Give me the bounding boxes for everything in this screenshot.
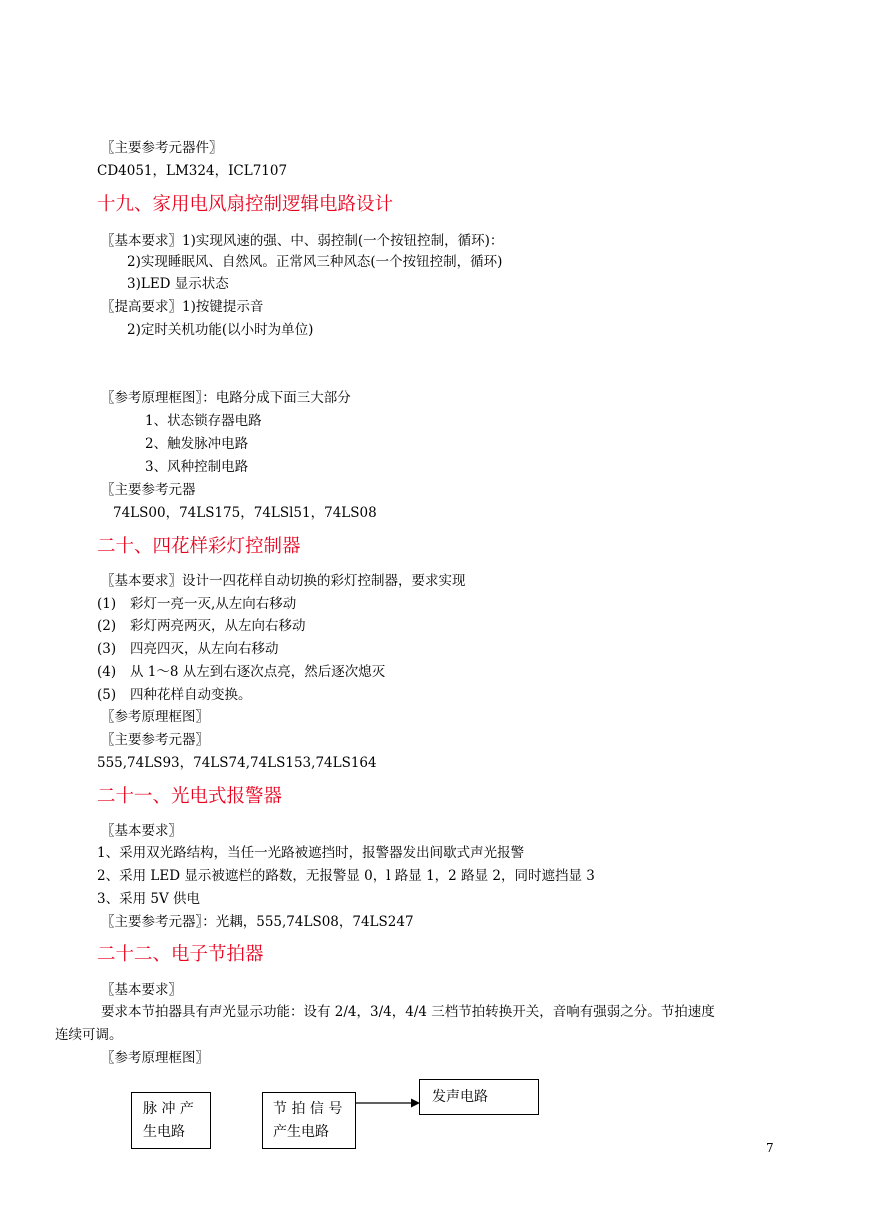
part-item: 1、状态锁存器电路: [145, 413, 262, 429]
list-item-number: (2): [97, 618, 117, 634]
basic-requirement-line: 2)实现睡眠风、自然风。正常风三种风态(一个按钮控制，循环): [127, 254, 503, 270]
beat-signal-block: [262, 1092, 356, 1149]
part-item: 3、风种控制电路: [145, 459, 249, 475]
list-item-number: (1): [97, 596, 117, 612]
section-heading-19: 十九、家用电风扇控制逻辑电路设计: [97, 194, 394, 215]
description-line: 连续可调。: [55, 1027, 123, 1043]
list-item-number: (3): [97, 641, 117, 657]
list-item: 四亮四灭，从左向右移动: [130, 641, 279, 657]
requirement-line: 2、采用 LED 显示被遮栏的路数，无报警显 0，l 路显 1，2 路显 2，同时遮挡显 3: [97, 868, 595, 884]
block-label: 发声电路: [432, 1089, 488, 1105]
diagram-title: 〖参考原理框图〗: [101, 1050, 209, 1066]
components-title: 〖主要参考元器: [101, 482, 196, 498]
advanced-requirement-line: 2)定时关机功能(以小时为单位): [127, 322, 314, 338]
block-label: 生电路: [143, 1124, 185, 1140]
components-list: CD4051，LM324，ICL7107: [97, 163, 288, 179]
list-item-number: (5): [97, 687, 117, 703]
page-number: 7: [766, 1141, 774, 1155]
basic-requirements: 〖基本要求〗: [101, 823, 182, 839]
basic-requirements: 〖基本要求〗: [101, 982, 182, 998]
list-item: 从 1～8 从左到右逐次点亮，然后逐次熄灭: [130, 664, 386, 680]
block-label: 节 拍 信 号: [273, 1101, 343, 1117]
part-item: 2、触发脉冲电路: [145, 436, 249, 452]
list-item: 四种花样自动变换。: [130, 687, 252, 703]
section-heading-20: 二十、四花样彩灯控制器: [97, 536, 301, 557]
block-label: 脉 冲 产: [143, 1101, 194, 1117]
components-title: 〖主要参考元器〗: [101, 732, 209, 748]
basic-requirements: 〖基本要求〗1)实现风速的强、中、弱控制(一个按钮控制，循环)：: [101, 233, 504, 249]
list-item: 彩灯一亮一灭,从左向右移动: [130, 596, 297, 612]
components-list: 555,74LS93，74LS74,74LS153,74LS164: [97, 755, 377, 771]
requirement-line: 3、采用 5V 供电: [97, 891, 201, 907]
components-list: 〖主要参考元器〗：光耦，555,74LS08，74LS247: [101, 914, 414, 930]
components-title: 〖主要参考元器件〗: [101, 140, 223, 156]
requirement-line: 1、采用双光路结构，当任一光路被遮挡时，报警器发出间歇式声光报警: [97, 845, 525, 861]
section-heading-21: 二十一、光电式报警器: [97, 786, 283, 807]
components-list: 74LS00，74LS175，74LSl51，74LS08: [113, 505, 377, 521]
arrow-connector: [356, 1096, 422, 1110]
basic-requirements: 〖基本要求〗设计一四花样自动切换的彩灯控制器，要求实现: [101, 573, 466, 589]
list-item: 彩灯两亮两灭，从左向右移动: [130, 618, 306, 634]
block-label: 产生电路: [273, 1124, 329, 1140]
sound-circuit-block: [419, 1079, 539, 1115]
advanced-requirements: 〖提高要求〗1)按键提示音: [101, 299, 264, 315]
list-item-number: (4): [97, 664, 117, 680]
section-heading-22: 二十二、电子节拍器: [97, 944, 264, 965]
diagram-title: 〖参考原理框图〗：电路分成下面三大部分: [101, 390, 351, 406]
description-line: 要求本节拍器具有声光显示功能：设有 2/4，3/4，4/4 三档节拍转换开关，音响有强弱之分。节拍速度: [101, 1004, 715, 1020]
pulse-generator-block: [131, 1092, 211, 1149]
diagram-title: 〖参考原理框图〗: [101, 709, 209, 725]
basic-requirement-line: 3)LED 显示状态: [127, 276, 229, 292]
